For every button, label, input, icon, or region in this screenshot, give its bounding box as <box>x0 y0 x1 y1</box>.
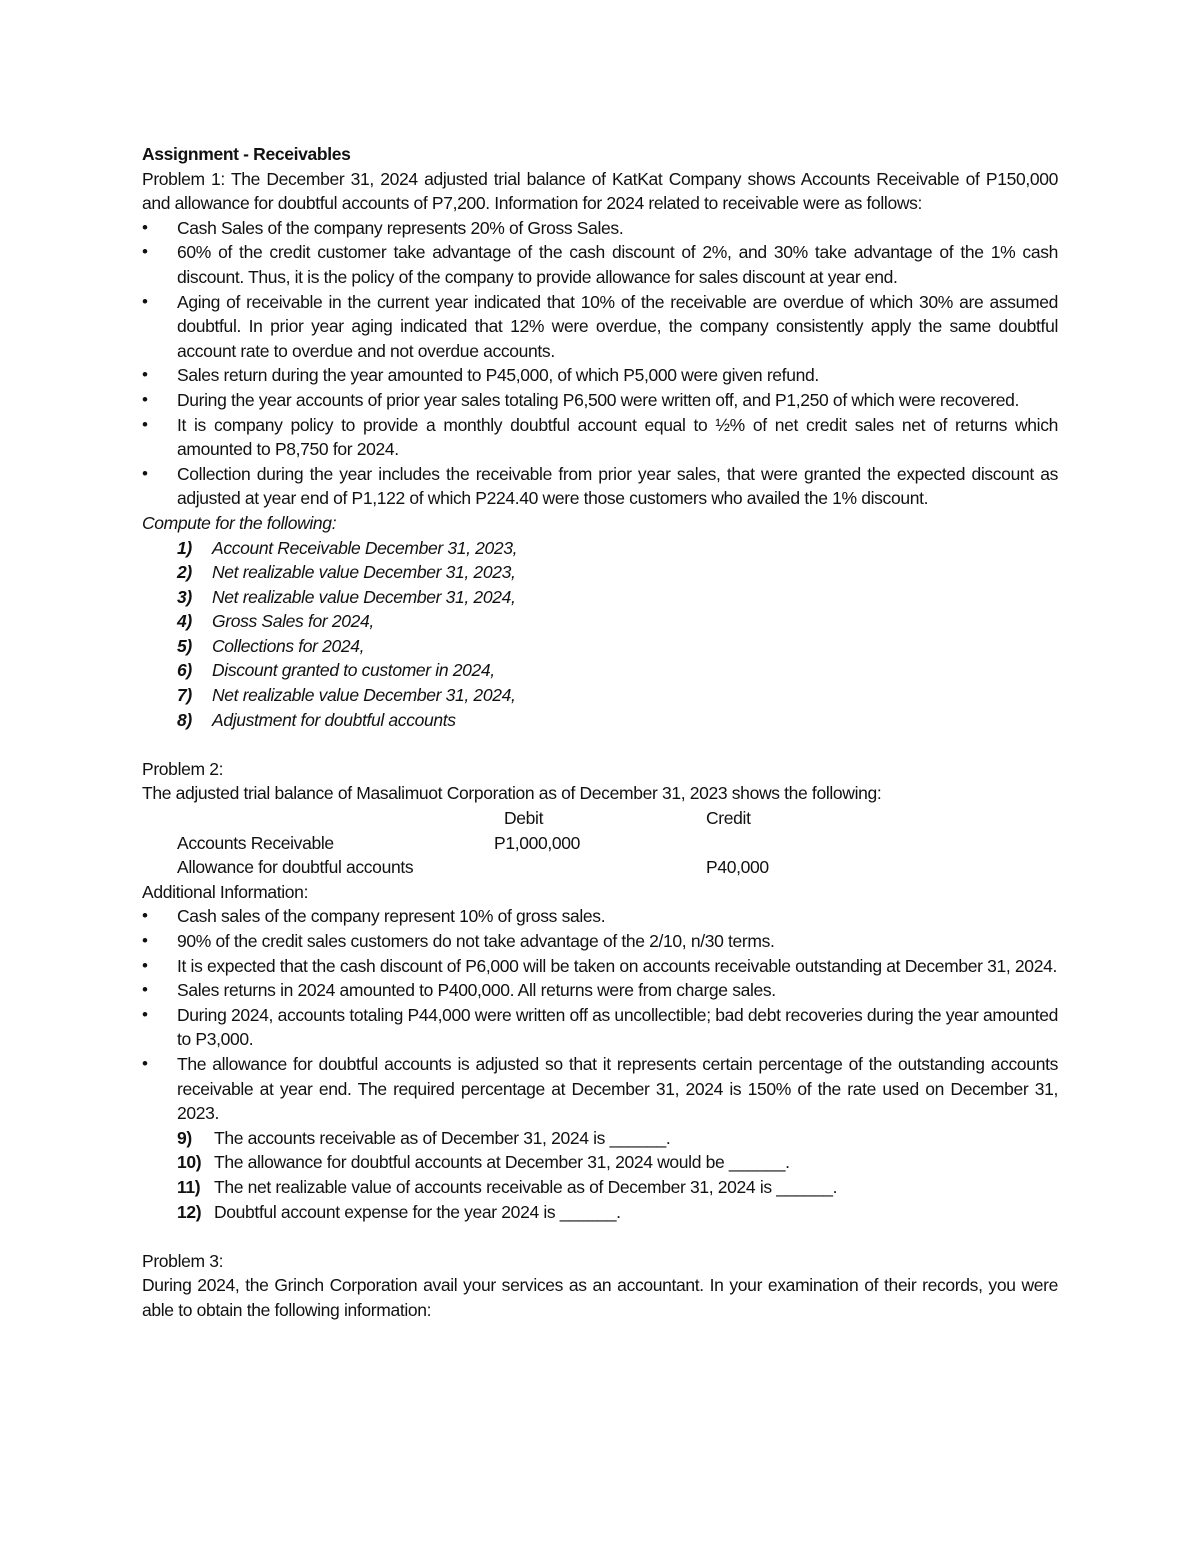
item-number: 11) <box>177 1176 201 1197</box>
item-number: 10) <box>177 1152 202 1173</box>
item-text: Net realizable value December 31, 2024, <box>212 586 516 607</box>
paragraph-spacer <box>142 1224 1058 1249</box>
problem3-heading: Problem 3: <box>142 1250 224 1271</box>
list-item: • Collection during the year includes the receivable from prior year sales, that were granted the expected discount as adjusted at year end of P1,122 of which P224.40 were those customers who availed the 1% discount. <box>142 462 1058 511</box>
list-item: • Aging of receivable in the current year indicated that 10% of the receivable are overdue of which 30% are assumed doubtful. In prior year aging indicated that 12% were overdue, the company consistently apply the same doubtful account rate to overdue and not overdue accounts. <box>142 290 1058 364</box>
item-text: Net realizable value December 31, 2024, <box>212 685 516 706</box>
item-number: 3) <box>177 586 192 607</box>
additional-info-label: Additional Information: <box>142 881 309 902</box>
list-item <box>177 1175 1058 1200</box>
credit-value-allowance: P40,000 <box>706 857 769 878</box>
item-text: The accounts receivable as of December 31, 2024 is ______. <box>214 1127 671 1148</box>
problem3-intro: During 2024, the Grinch Corporation avail your services as an accountant. In your examination of their records, you were able to obtain the following information: <box>142 1275 1058 1320</box>
list-item <box>177 708 1058 733</box>
list-item <box>177 585 1058 610</box>
list-item: • Cash Sales of the company represents 20% of Gross Sales. <box>142 216 1058 241</box>
list-item <box>177 634 1058 659</box>
problem2-heading: Problem 2: <box>142 758 224 779</box>
row-label-allowance: Allowance for doubtful accounts <box>177 857 414 878</box>
document-title: Assignment - Receivables <box>142 144 351 164</box>
list-item: • 90% of the credit sales customers do not take advantage of the 2/10, n/30 terms. <box>142 929 1058 954</box>
debit-column-header: Debit <box>504 808 544 829</box>
item-number: 8) <box>177 709 192 730</box>
list-item: • During the year accounts of prior year sales totaling P6,500 were written off, and P1,250 of which were recovered. <box>142 388 1058 413</box>
item-text: Net realizable value December 31, 2023, <box>212 562 516 583</box>
paragraph-spacer <box>142 732 1058 757</box>
list-item <box>177 1200 1058 1225</box>
list-item: • It is expected that the cash discount of P6,000 will be taken on accounts receivable outstanding at December 31, 2024. <box>142 954 1058 979</box>
list-item <box>177 560 1058 585</box>
item-text: Collections for 2024, <box>212 635 365 656</box>
item-text: The allowance for doubtful accounts at December 31, 2024 would be ______. <box>214 1152 790 1173</box>
item-number: 6) <box>177 660 192 681</box>
list-item <box>177 609 1058 634</box>
problem1-questions <box>142 536 1058 733</box>
list-item: • Sales return during the year amounted to P45,000, of which P5,000 were given refund. <box>142 363 1058 388</box>
list-item: • Sales returns in 2024 amounted to P400,000. All returns were from charge sales. <box>142 978 1058 1003</box>
list-item <box>177 683 1058 708</box>
list-item: • 60% of the credit customer take advantage of the cash discount of 2%, and 30% take advantage of the 1% cash discount. Thus, it is the policy of the company to provide allowance for sales discount at year end. <box>142 240 1058 289</box>
list-item <box>177 1150 1058 1175</box>
list-item: • The allowance for doubtful accounts is adjusted so that it represents certain percentage of the outstanding accounts receivable at year end. The required percentage at December 31, 2024 is 150% of the rate used on December 31, 2023. <box>142 1052 1058 1126</box>
document-page <box>142 142 1058 1323</box>
compute-label: Compute for the following: <box>142 512 337 533</box>
item-number: 1) <box>177 537 192 558</box>
item-number: 2) <box>177 562 192 583</box>
item-text: The net realizable value of accounts receivable as of December 31, 2024 is ______. <box>214 1176 838 1197</box>
list-item: • During 2024, accounts totaling P44,000 were written off as uncollectible; bad debt recoveries during the year amounted to P3,000. <box>142 1003 1058 1052</box>
list-item <box>177 658 1058 683</box>
problem2-info-list <box>142 904 1058 1125</box>
item-number: 9) <box>177 1127 192 1148</box>
list-item: • Cash sales of the company represent 10% of gross sales. <box>142 904 1058 929</box>
item-text: Discount granted to customer in 2024, <box>212 660 495 681</box>
problem2-intro: The adjusted trial balance of Masalimuot Corporation as of December 31, 2023 shows the following: <box>142 783 882 804</box>
list-item: • It is company policy to provide a monthly doubtful account equal to ½% of net credit sales net of returns which amounted to P8,750 for 2024. <box>142 413 1058 462</box>
credit-column-header: Credit <box>706 808 751 829</box>
debit-value-accounts-receivable: P1,000,000 <box>494 832 581 853</box>
item-text: Doubtful account expense for the year 2024 is ______. <box>214 1201 621 1222</box>
list-item <box>177 1126 1058 1151</box>
list-item <box>177 536 1058 561</box>
item-text: Gross Sales for 2024, <box>212 611 374 632</box>
item-number: 7) <box>177 685 192 706</box>
row-label-accounts-receivable: Accounts Receivable <box>177 832 334 853</box>
problem2-questions <box>142 1126 1058 1224</box>
item-number: 5) <box>177 635 192 656</box>
trial-balance-table <box>142 806 1058 880</box>
item-number: 4) <box>177 611 192 632</box>
item-text: Account Receivable December 31, 2023, <box>212 537 518 558</box>
problem1-intro: Problem 1: The December 31, 2024 adjusted trial balance of KatKat Company shows Accounts Receivable of P150,000 and allowance for doubtful accounts of P7,200. Information for 2024 related to receivable were as follows: <box>142 168 1058 214</box>
item-text: Adjustment for doubtful accounts <box>212 709 456 730</box>
problem1-info-list <box>142 216 1058 511</box>
item-number: 12) <box>177 1201 202 1222</box>
